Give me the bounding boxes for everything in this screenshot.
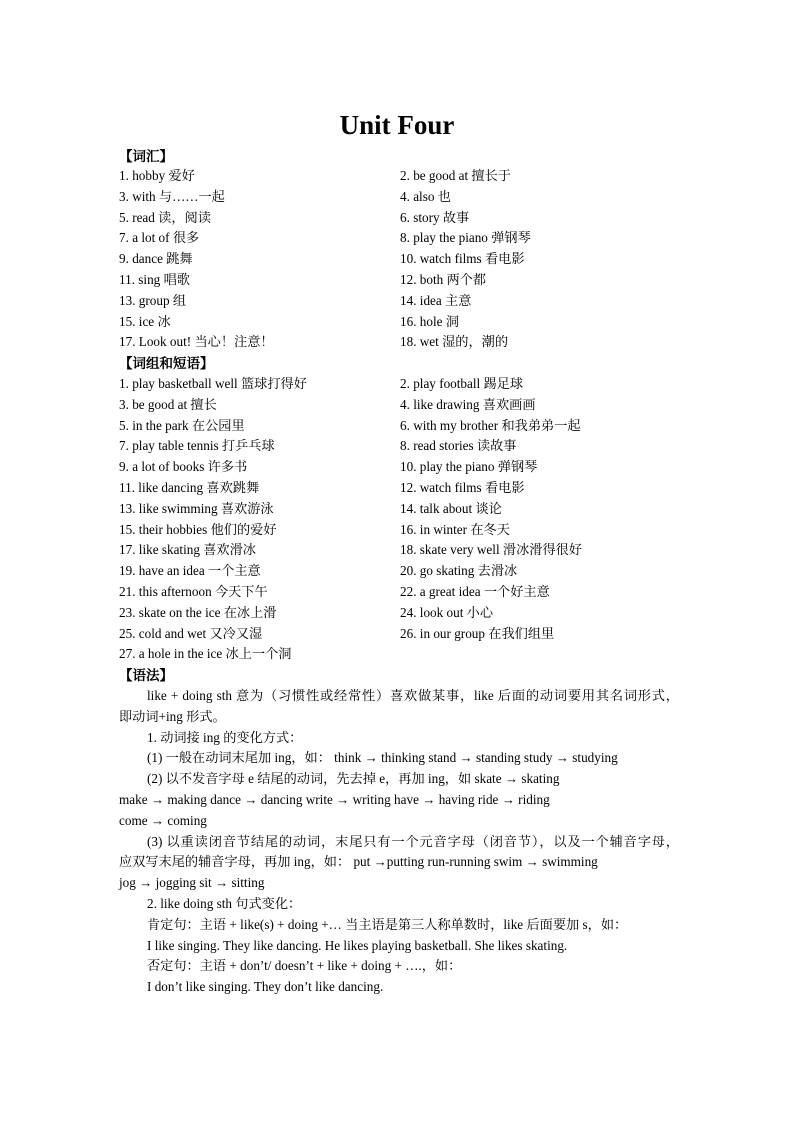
vocab-row-item: 17. Look out! 当心！注意！ (119, 334, 274, 350)
phrase-row-item: 10. play the piano 弹钢琴 (400, 459, 538, 475)
phrase-row-item: 13. like swimming 喜欢游泳 (119, 500, 274, 516)
phrase-row-item: 27. a hole in the ice 冰上一个洞 (119, 646, 292, 662)
vocab-row (119, 208, 699, 229)
phrase-row-item: 23. skate on the ice 在冰上滑 (119, 604, 277, 620)
vocab-row-item: 2. be good at 擅长于 (400, 168, 511, 183)
phrase-row (119, 374, 699, 395)
vocab-row (119, 249, 699, 270)
vocab-row-item: 1. hobby 爱好 (119, 168, 195, 183)
grammar-line: 应双写末尾的辅音字母，再加 ing，如： put →putting run-running swim → swimming (119, 854, 598, 870)
grammar-line: come → coming (119, 812, 207, 828)
vocab-row-item: 13. group 组 (119, 292, 187, 308)
grammar-line: like + doing sth 意为（习惯性或经常性）喜欢做某事，like 后面的动词要用其名词形式， (147, 688, 679, 703)
phrase-row (119, 416, 699, 437)
phrase-row-item: 20. go skating 去滑冰 (400, 563, 518, 579)
phrase-row (119, 395, 699, 416)
vocab-row-item: 9. dance 跳舞 (119, 251, 193, 267)
vocab-row-item: 12. both 两个都 (400, 271, 487, 287)
vocab-list (119, 166, 699, 353)
phrase-row-item: 21. this afternoon 今天下午 (119, 583, 268, 599)
vocab-row (119, 187, 699, 208)
phrase-row-item: 11. like dancing 喜欢跳舞 (119, 479, 260, 495)
grammar-line: make → making dance → dancing write → writing have → having ride → riding (119, 791, 550, 807)
phrase-row (119, 644, 699, 665)
vocab-row (119, 312, 699, 333)
phrase-row (119, 540, 699, 561)
phrase-row (119, 478, 699, 499)
vocab-row-item: 6. story 故事 (400, 209, 470, 225)
phrase-row-item: 15. their hobbies 他们的爱好 (119, 521, 277, 537)
vocab-row-item: 15. ice 冰 (119, 313, 171, 329)
phrase-row (119, 582, 699, 603)
vocab-row-item: 5. read 读，阅读 (119, 209, 211, 225)
grammar-line: I like singing. They like dancing. He likes playing basketball. She likes skating. (147, 937, 568, 953)
vocab-row-item: 11. sing 唱歌 (119, 271, 190, 287)
phrase-row-item: 14. talk about 谈论 (400, 500, 502, 516)
grammar-line: jog → jogging sit → sitting (119, 875, 265, 891)
grammar-body (119, 686, 679, 998)
phrase-row-item: 25. cold and wet 又冷又湿 (119, 625, 263, 641)
phrase-row-item: 5. in the park 在公园里 (119, 417, 245, 433)
grammar-line: 2. like doing sth 句式变化： (147, 895, 302, 911)
phrase-row-item: 12. watch films 看电影 (400, 479, 525, 495)
phrase-row-item: 7. play table tennis 打乒乓球 (119, 438, 275, 454)
phrase-row (119, 520, 699, 541)
vocab-row (119, 270, 699, 291)
grammar-line: 1. 动词接 ing 的变化方式： (147, 729, 303, 745)
phrase-row-item: 24. look out 小心 (400, 604, 494, 620)
grammar-line: 否定句：主语 + don’t/ doesn’t + like + doing + ….，如： (147, 958, 462, 974)
phrase-row-item: 2. play football 踢足球 (400, 376, 524, 391)
grammar-line: I don’t like singing. They don’t like dancing. (147, 979, 384, 995)
grammar-line: 即动词+ing 形式。 (119, 708, 226, 724)
phrase-row-item: 9. a lot of books 许多书 (119, 459, 248, 475)
phrase-row-item: 6. with my brother 和我弟弟一起 (400, 417, 581, 433)
vocab-row-item: 3. with 与……一起 (119, 188, 225, 204)
vocab-row-item: 16. hole 洞 (400, 313, 459, 329)
vocab-row (119, 228, 699, 249)
vocab-row (119, 291, 699, 312)
grammar-line: 肯定句：主语 + like(s) + doing +… 当主语是第三人称单数时，like 后面要加 s，如： (147, 916, 628, 932)
vocab-row-item: 14. idea 主意 (400, 292, 472, 308)
phrase-row-item: 1. play basketball well 篮球打得好 (119, 376, 307, 391)
phrase-row (119, 457, 699, 478)
phrase-row (119, 499, 699, 520)
phrase-row-item: 18. skate very well 滑冰滑得很好 (400, 542, 583, 558)
vocab-row-item: 7. a lot of 很多 (119, 230, 200, 246)
phrase-row-item: 19. have an idea 一个主意 (119, 563, 261, 579)
phrase-row-item: 8. read stories 读故事 (400, 438, 517, 454)
vocab-row-item: 8. play the piano 弹钢琴 (400, 230, 531, 246)
phrase-row-item: 17. like skating 喜欢滑冰 (119, 542, 256, 558)
phrase-row-item: 26. in our group 在我们组里 (400, 625, 555, 641)
vocab-row-item: 4. also 也 (400, 188, 451, 204)
phrases-heading: 【词组和短语】 (119, 356, 214, 371)
page-title: Unit Four (339, 110, 455, 140)
vocab-row (119, 166, 699, 187)
phrase-row (119, 603, 699, 624)
grammar-line: (1) 一般在动词末尾加 ing，如： think → thinking stand → standing study → studying (147, 750, 618, 766)
grammar-line: (3) 以重读闭音节结尾的动词，末尾只有一个元音字母（闭音节），以及一个辅音字母， (147, 833, 679, 849)
grammar-heading: 【语法】 (119, 668, 173, 683)
phrase-row (119, 561, 699, 582)
vocab-row (119, 332, 699, 353)
vocab-row-item: 18. wet 湿的，潮的 (400, 334, 509, 350)
phrase-row-item: 22. a great idea 一个好主意 (400, 583, 550, 599)
phrase-row (119, 436, 699, 457)
phrases-list (119, 374, 699, 665)
phrase-row-item: 3. be good at 擅长 (119, 396, 217, 412)
vocab-row-item: 10. watch films 看电影 (400, 251, 525, 267)
vocab-heading: 【词汇】 (119, 149, 173, 164)
phrase-row-item: 4. like drawing 喜欢画画 (400, 396, 536, 412)
grammar-line: (2) 以不发音字母 e 结尾的动词，先去掉 e，再加 ing，如 skate → skating (147, 771, 560, 787)
phrase-row-item: 16. in winter 在冬天 (400, 521, 510, 537)
phrase-row (119, 624, 699, 645)
